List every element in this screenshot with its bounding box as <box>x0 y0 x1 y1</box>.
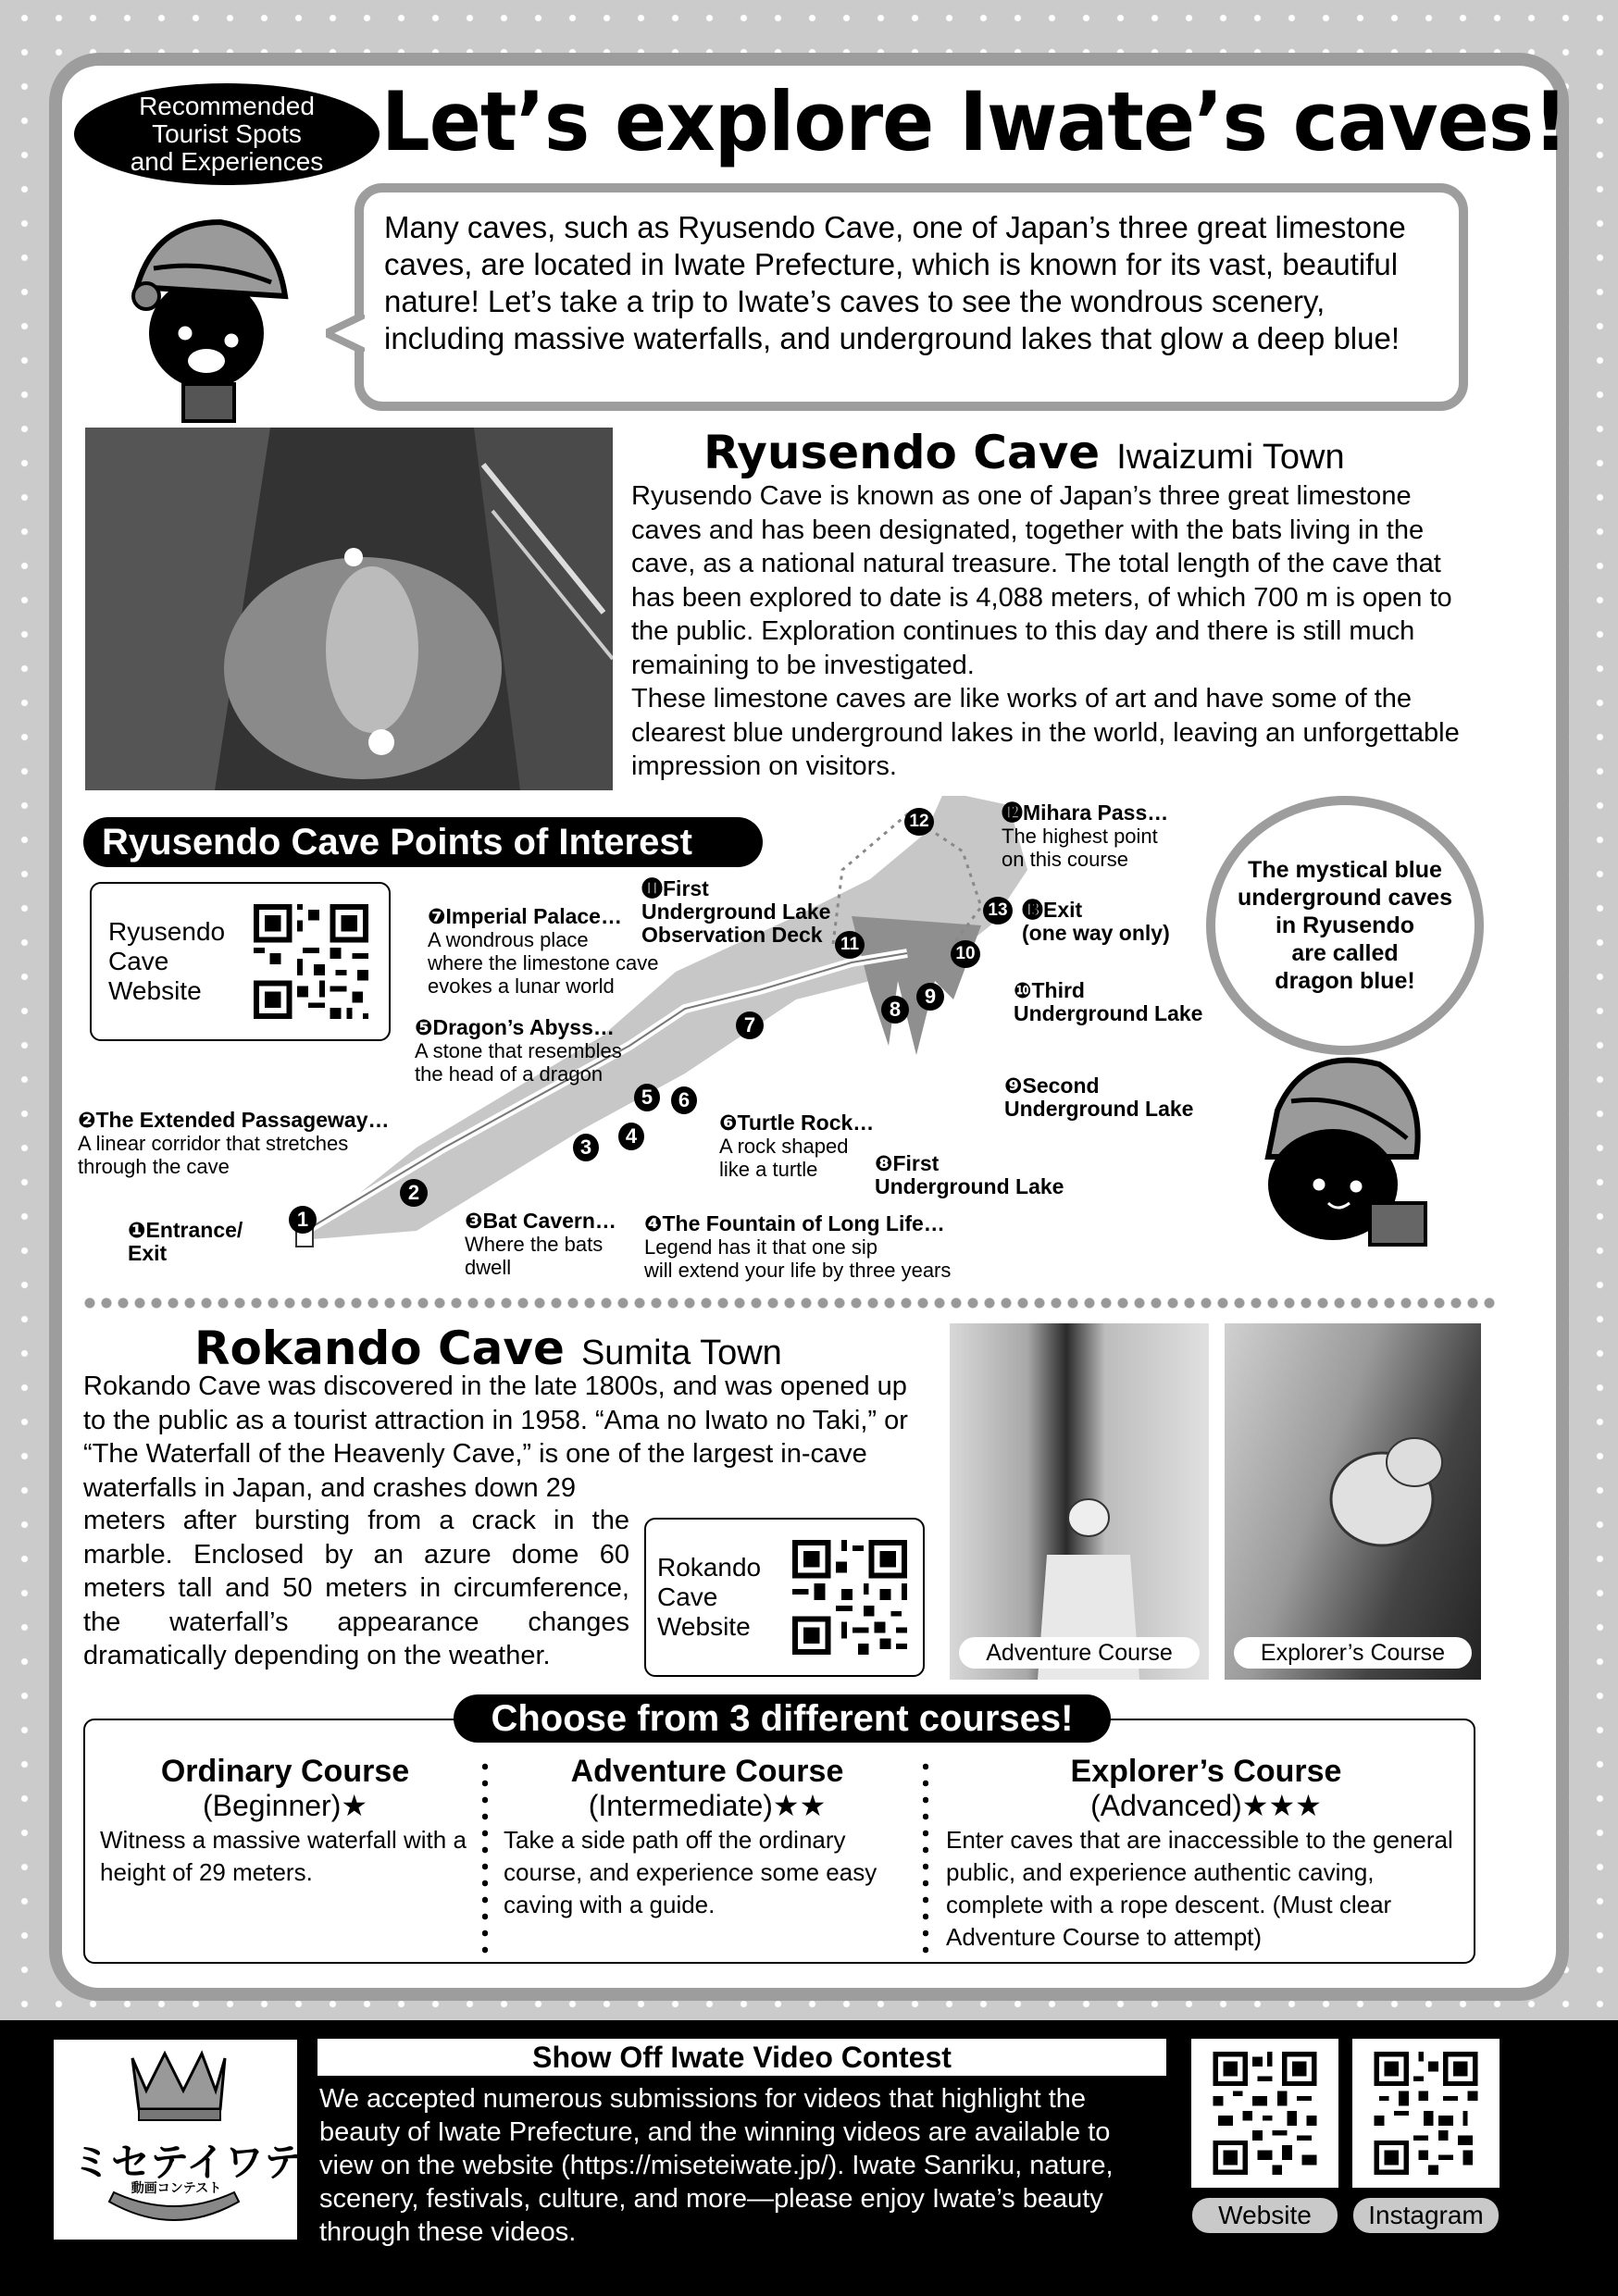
bubble-line: The mystical blue <box>1248 857 1442 883</box>
qr-code-icon <box>1204 2052 1326 2175</box>
explorer-mascot-icon <box>1240 1027 1444 1249</box>
caver-image-icon <box>950 1323 1209 1680</box>
bubble-line: in Ryusendo <box>1275 912 1414 938</box>
poi-desc: A rock shaped <box>719 1135 849 1158</box>
poi-label-11 <box>641 877 830 947</box>
ryusendo-description <box>631 479 1474 784</box>
video-contest-logo <box>54 2040 304 2240</box>
poi-name: ❽First <box>875 1151 940 1175</box>
poi-name: Underground Lake <box>1014 1001 1203 1025</box>
adventure-course-photo <box>950 1323 1209 1680</box>
poi-label-9 <box>1004 1074 1193 1121</box>
ryusendo-paragraph: Ryusendo Cave is known as one of Japan’s three great limestone caves and has been designated, together with the bats living in the cave, as a national natural treasure. The total length of the cave that has been explored to date is 4,088 meters, of which 700 m is open to the public. Exploration continues to this day and there is still much remaining to be investigated. <box>631 481 1452 680</box>
cave-lake-image-icon <box>85 428 613 790</box>
poi-desc: the head of a dragon <box>415 1062 604 1086</box>
poi-name: ⓬Mihara Pass… <box>1002 800 1169 825</box>
explorer-mascot-icon <box>118 194 304 426</box>
badge-line: and Experiences <box>130 147 324 176</box>
recommended-badge <box>74 83 380 185</box>
intro-text: Many caves, such as Ryusendo Cave, one of Japan’s three great limestone caves, are located in Iwate Prefecture, which is known for its vast, beautiful nature! Let’s take a trip to Iwate’s caves to see the wondrous scenery, including massive waterfalls, and underground lakes that glow a deep blue! <box>384 210 1406 355</box>
website-link-button[interactable]: Website <box>1192 2198 1338 2233</box>
bubble-line: dragon blue! <box>1275 968 1415 994</box>
ryusendo-name: Ryusendo Cave <box>703 426 1101 479</box>
contest-description: We accepted numerous submissions for videos that highlight the beauty of Iwate Prefecture, and the winning videos are available to view on the website (https://miseteiwate.jp/). Iwate Sanriku, nature, scenery, festivals, culture, and more—please enjoy Iwate’s beauty through these videos. <box>319 2084 1114 2247</box>
map-marker-12: 12 <box>904 808 934 836</box>
rokando-qr-card[interactable] <box>644 1518 925 1677</box>
rokando-paragraph: Rokando Cave was discovered in the late 1800s, and was opened up to the public as a tourist attraction in 1958. “Ama no Iwato no Taki,” or “The Waterfall of the Heavenly Cave,” is one of the largest in-cave waterfalls in Japan, and crashes down 29 <box>83 1371 908 1503</box>
rokando-heading <box>194 1322 782 1375</box>
poi-name: ❺Dragon’s Abyss… <box>415 1015 615 1039</box>
ryusendo-cave-photo <box>85 428 613 790</box>
poi-name: Observation Deck <box>641 923 823 947</box>
ryusendo-town: Iwaizumi Town <box>1116 438 1345 477</box>
qr-label-line: Website <box>108 976 202 1005</box>
poi-desc: The highest point <box>1002 825 1158 848</box>
poi-name: Exit <box>128 1241 168 1265</box>
badge-line: Tourist Spots <box>152 119 302 148</box>
rokando-paragraph: meters after bursting from a crack in the marble. Enclosed by an azure dome 60 meters tall and 50 meters in circumference, the waterfall’s appearance changes dramatically depending on the weather. <box>83 1506 629 1670</box>
poi-desc: Where the bats <box>465 1233 604 1256</box>
poi-desc: through the cave <box>78 1155 230 1178</box>
poi-desc: on this course <box>1002 848 1128 871</box>
poi-label-12 <box>1002 801 1168 871</box>
bubble-line: are called <box>1291 940 1399 966</box>
poi-label-6 <box>719 1111 874 1181</box>
poi-desc: evokes a lunar world <box>428 974 615 998</box>
contest-title: Show Off Iwate Video Contest <box>317 2039 1166 2076</box>
explorers-course-photo <box>1225 1323 1481 1680</box>
qr-label <box>108 917 225 1006</box>
qr-code-icon <box>1365 2052 1487 2175</box>
poi-name: Underground Lake <box>875 1174 1064 1198</box>
ryusendo-heading <box>703 426 1345 479</box>
poi-desc: A linear corridor that stretches <box>78 1132 349 1155</box>
poi-label-5 <box>415 1016 622 1086</box>
qr-code-icon[interactable] <box>792 1540 907 1655</box>
poi-name: (one way only) <box>1022 921 1170 945</box>
poi-label-13 <box>1022 899 1170 945</box>
poi-label-7 <box>428 905 658 998</box>
map-marker-7: 7 <box>736 1011 764 1039</box>
map-marker-2: 2 <box>400 1179 428 1207</box>
poi-label-10 <box>1014 979 1202 1025</box>
poi-name: ❾Second <box>1004 1074 1100 1098</box>
map-marker-8: 8 <box>881 996 909 1024</box>
poi-name: ❶Entrance/ <box>128 1218 243 1242</box>
course-adventure <box>504 1754 911 1921</box>
course-name: Adventure Course <box>570 1754 844 1789</box>
course-name: Explorer’s Course <box>1070 1754 1342 1789</box>
column-divider <box>923 1758 928 1957</box>
poi-name: ❹The Fountain of Long Life… <box>644 1211 945 1235</box>
map-marker-1: 1 <box>289 1206 317 1234</box>
page-title: Let’s explore Iwate’s caves! <box>381 74 1568 169</box>
poi-name: ⓭Exit <box>1022 898 1083 922</box>
photo-caption: Adventure Course <box>959 1637 1200 1669</box>
section-divider <box>81 1297 1498 1309</box>
courses-title: Choose from 3 different courses! <box>454 1694 1111 1743</box>
map-marker-4: 4 <box>618 1123 644 1150</box>
poi-name: ⓫First <box>641 876 709 900</box>
intro-speech-bubble <box>355 183 1468 411</box>
map-marker-3: 3 <box>573 1134 599 1161</box>
bubble-line: underground caves <box>1238 885 1452 911</box>
map-marker-9: 9 <box>916 983 944 1011</box>
course-level: (Beginner)★ <box>202 1789 368 1822</box>
course-ordinary <box>100 1754 470 1889</box>
logo-text: ミセテイワテ <box>72 2141 304 2184</box>
course-explorer <box>946 1754 1466 1954</box>
poi-desc: dwell <box>465 1256 512 1279</box>
map-marker-10: 10 <box>951 940 980 968</box>
rokando-name: Rokando Cave <box>194 1322 565 1375</box>
poi-section-title: Ryusendo Cave Points of Interest <box>83 817 763 867</box>
poi-label-2 <box>78 1109 390 1178</box>
map-marker-11: 11 <box>835 931 865 959</box>
map-marker-5: 5 <box>634 1084 660 1111</box>
rokando-town: Sumita Town <box>580 1334 782 1372</box>
poi-label-1 <box>128 1219 243 1265</box>
poi-name: ❻Turtle Rock… <box>719 1111 875 1135</box>
poi-name: Underground Lake <box>1004 1097 1194 1121</box>
poi-desc: like a turtle <box>719 1158 818 1181</box>
course-level: (Advanced)★★★ <box>1090 1789 1322 1822</box>
course-level: (Intermediate)★★ <box>588 1789 827 1822</box>
poi-label-8 <box>875 1152 1064 1198</box>
caver-helmet-image-icon <box>1225 1323 1481 1680</box>
logo-subtext: 動画コンテスト <box>131 2180 222 2195</box>
poi-desc: A stone that resembles <box>415 1039 622 1062</box>
photo-caption: Explorer’s Course <box>1234 1637 1472 1669</box>
poi-name: ❷The Extended Passageway… <box>78 1108 390 1132</box>
course-desc: Take a side path off the ordinary course, and experience some easy caving with a guide. <box>504 1826 877 1918</box>
poi-name: Underground Lake <box>641 900 831 924</box>
map-marker-6: 6 <box>671 1086 697 1114</box>
qr-label-line: Rokando <box>657 1553 762 1582</box>
qr-label-line: Ryusendo <box>108 917 226 946</box>
poi-name: ❿Third <box>1014 978 1085 1002</box>
dragon-blue-speech-bubble <box>1206 796 1484 1055</box>
poi-label-3 <box>465 1210 616 1279</box>
poi-desc: where the limestone cave <box>428 951 659 974</box>
ryusendo-paragraph: These limestone caves are like works of art and have some of the clearest blue underground lakes in the world, leaving an unforgettable impression on visitors. <box>631 684 1460 781</box>
poi-name: ❸Bat Cavern… <box>465 1209 616 1233</box>
course-desc: Enter caves that are inaccessible to the general public, and experience authentic caving, complete with a rope descent. (Must clear Adventure Course to attempt) <box>946 1826 1453 1951</box>
column-divider <box>482 1758 488 1957</box>
speech-tail-icon <box>326 315 365 352</box>
instagram-qr-code[interactable] <box>1352 2039 1500 2188</box>
poi-label-4 <box>644 1212 951 1282</box>
poi-desc: A wondrous place <box>428 928 589 951</box>
course-desc: Witness a massive waterfall with a height of 29 meters. <box>100 1826 467 1886</box>
course-name: Ordinary Course <box>160 1754 410 1789</box>
qr-label-line: Cave <box>657 1582 718 1611</box>
qr-label <box>657 1553 761 1642</box>
badge-line: Recommended <box>139 92 315 120</box>
poi-name: ❼Imperial Palace… <box>428 904 622 928</box>
website-qr-code[interactable] <box>1191 2039 1338 2188</box>
poi-desc: Legend has it that one sip <box>644 1235 877 1259</box>
instagram-link-button[interactable]: Instagram <box>1353 2198 1499 2233</box>
qr-label-line: Website <box>657 1612 751 1641</box>
poi-desc: will extend your life by three years <box>644 1259 952 1282</box>
map-marker-13: 13 <box>983 897 1013 925</box>
qr-label-line: Cave <box>108 947 169 975</box>
